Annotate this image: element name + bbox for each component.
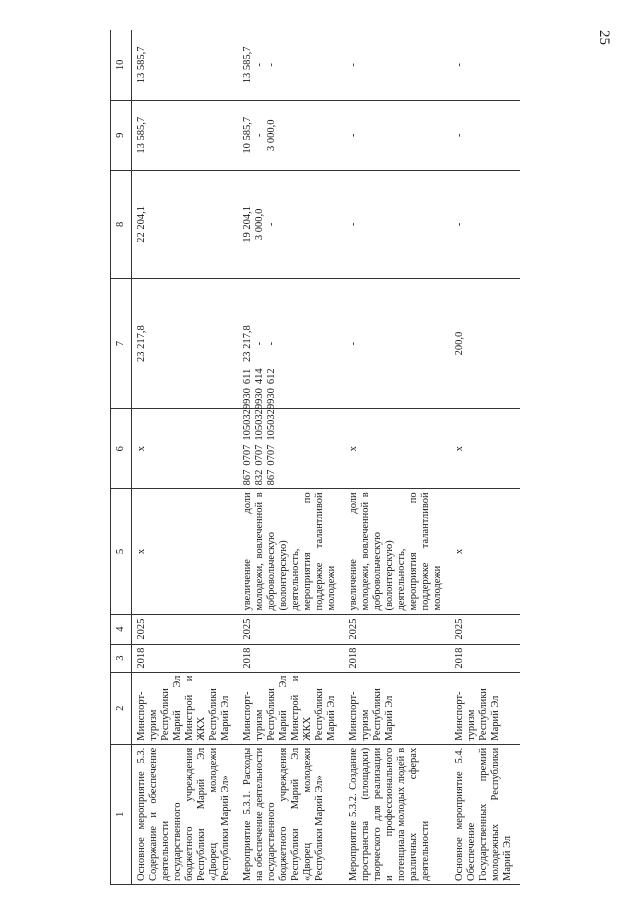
- column-header: 10: [111, 30, 132, 100]
- amount-col8-cell-line: 22 204,1: [136, 206, 147, 243]
- executor-cell: Минспорт-туризм Республики Марий Эл: [344, 672, 450, 744]
- table-body: [132, 30, 521, 885]
- column-header: 9: [111, 100, 132, 170]
- start-year-cell: 2018: [132, 644, 239, 672]
- amount-col10-cell-line: -: [348, 63, 359, 67]
- amount-col7-cell-line: 23 217,8: [136, 325, 147, 362]
- vr-code: 612: [266, 368, 277, 385]
- amount-col9-cell: [450, 100, 520, 170]
- column-header: 7: [111, 278, 132, 408]
- start-year-cell: 2018: [450, 644, 520, 672]
- amount-col7-cell: [450, 278, 520, 408]
- csr-code-column: [242, 388, 278, 441]
- budget-table-sheet: [110, 30, 638, 885]
- header-row: [111, 30, 132, 885]
- amount-col10-cell: [238, 30, 344, 100]
- amount-col7-cell-line: 200,0: [454, 331, 465, 356]
- column-header: 5: [111, 489, 132, 614]
- rz-code: 0707: [254, 444, 265, 466]
- amount-col8-cell-line: -: [266, 222, 277, 227]
- rz-code: 0707: [266, 444, 277, 466]
- budget-table: [110, 30, 520, 885]
- result-cell: увеличение доли молодежи, вовлеченной в добровольческую (волонтерскую) деятельность, мероприятия по поддержке талантливой молодежи: [344, 489, 450, 614]
- column-header: 6: [111, 409, 132, 489]
- result-cell: увеличение доли молодежи, вовлеченной в добровольческую (волонтерскую) деятельность, мероприятия по поддержке талантливой молодежи: [238, 489, 344, 614]
- column-header: 1: [111, 744, 132, 884]
- amount-col8-cell: [344, 170, 450, 278]
- measure-name-cell: Основное мероприятие 5.3. Содержание и обеспечение деятельности государственного бюджетного учреждения Республики Марий Эл «Дворец молодежи Республики Марий Эл»: [132, 744, 239, 884]
- amount-col9-cell: [344, 100, 450, 170]
- grbs-code: 867: [242, 469, 253, 486]
- end-year-cell: 2025: [450, 614, 520, 644]
- page-number: 25: [596, 30, 612, 45]
- grbs-code-column: [242, 470, 278, 486]
- amount-col10-cell-line: 13 585,7: [242, 46, 253, 84]
- grbs-code: 867: [266, 469, 277, 486]
- vr-code: 611: [242, 368, 253, 385]
- amount-col9-cell-line: 13 585,7: [136, 116, 147, 154]
- table-row: [450, 30, 520, 885]
- column-header: 8: [111, 170, 132, 278]
- amount-col7-cell-line: 23 217,8: [242, 325, 253, 362]
- amount-col10-cell-line: -: [266, 63, 277, 67]
- executor-cell: Минспорт-туризм Республики Марий Эл Минстрой и ЖКХ Республики Марий Эл: [238, 672, 344, 744]
- vr-code: 414: [254, 368, 265, 385]
- rz-code-column: [242, 445, 278, 466]
- end-year-cell: 2025: [132, 614, 239, 644]
- amount-col10-cell: [344, 30, 450, 100]
- start-year-cell: 2018: [344, 644, 450, 672]
- amount-col9-cell-line: 3 000,0: [266, 119, 277, 151]
- amount-col9-cell-line: 10 585,7: [242, 116, 253, 154]
- budget-code-cell: [238, 368, 344, 489]
- budget-code-cell: x: [450, 409, 520, 489]
- amount-col8-cell-line: 19 204,1: [242, 206, 253, 243]
- measure-name-cell: Основное мероприятие 5.4. Обеспечение Государственных премий молодежных Республики Марий Эл: [450, 744, 520, 884]
- end-year-cell: 2025: [344, 614, 450, 644]
- amount-col8-cell-line: -: [348, 222, 359, 227]
- budget-code-cell: x: [132, 409, 239, 489]
- end-year-cell: 2025: [238, 614, 344, 644]
- column-header: 3: [111, 644, 132, 672]
- amount-col7-cell-line: -: [348, 341, 359, 346]
- column-header: 2: [111, 672, 132, 744]
- amount-col7-cell: [344, 278, 450, 408]
- csr-code: 1050329930: [266, 388, 277, 441]
- vr-code-column: [242, 368, 278, 384]
- csr-code: 1050329930: [242, 388, 253, 441]
- amount-col10-cell-line: -: [454, 63, 465, 67]
- table-row: [344, 30, 450, 885]
- amount-col9-cell-line: -: [454, 133, 465, 137]
- grbs-code: 832: [254, 469, 265, 486]
- amount-col8-cell: [450, 170, 520, 278]
- measure-name-cell: Мероприятие 5.3.1. Расходы на обеспечение деятельности государственного бюджетного учреждения Республики Марий Эл «Дворец молодежи Республики Марий Эл»: [238, 744, 344, 884]
- amount-col8-cell: [238, 170, 344, 278]
- rz-code: 0707: [242, 444, 253, 466]
- amount-col8-cell-line: 3 000,0: [254, 208, 265, 241]
- table-row: [238, 30, 344, 885]
- amount-col8-cell: [132, 170, 239, 278]
- amount-col9-cell: [132, 100, 239, 170]
- amount-col10-cell-line: -: [254, 63, 265, 67]
- measure-name-cell: Мероприятие 5.3.2. Создание пространства (площадки) творческого для реализации и профессионального потенциала молодых людей в различных сферах деятельности: [344, 744, 450, 884]
- amount-col10-cell: [450, 30, 520, 100]
- csr-code: 1050329930: [254, 388, 265, 441]
- amount-col9-cell-line: -: [254, 133, 265, 137]
- column-header: 4: [111, 614, 132, 644]
- amount-col10-cell: [132, 30, 239, 100]
- amount-col10-cell-line: 13 585,7: [136, 46, 147, 84]
- executor-cell: Минспорт-туризм Республики Марий Эл: [450, 672, 520, 744]
- start-year-cell: 2018: [238, 644, 344, 672]
- result-cell: x: [132, 489, 239, 614]
- amount-col7-cell: [132, 278, 239, 408]
- amount-col7-cell-line: -: [266, 341, 277, 346]
- result-cell: x: [450, 489, 520, 614]
- table-row: [132, 30, 239, 885]
- amount-col9-cell-line: -: [348, 133, 359, 137]
- budget-code-cell: x: [344, 409, 450, 489]
- amount-col9-cell: [238, 100, 344, 170]
- amount-col8-cell-line: -: [454, 222, 465, 227]
- amount-col7-cell-line: -: [254, 341, 265, 346]
- executor-cell: Минспорт-туризм Республики Марий Эл Минстрой и ЖКХ Республики Марий Эл: [132, 672, 239, 744]
